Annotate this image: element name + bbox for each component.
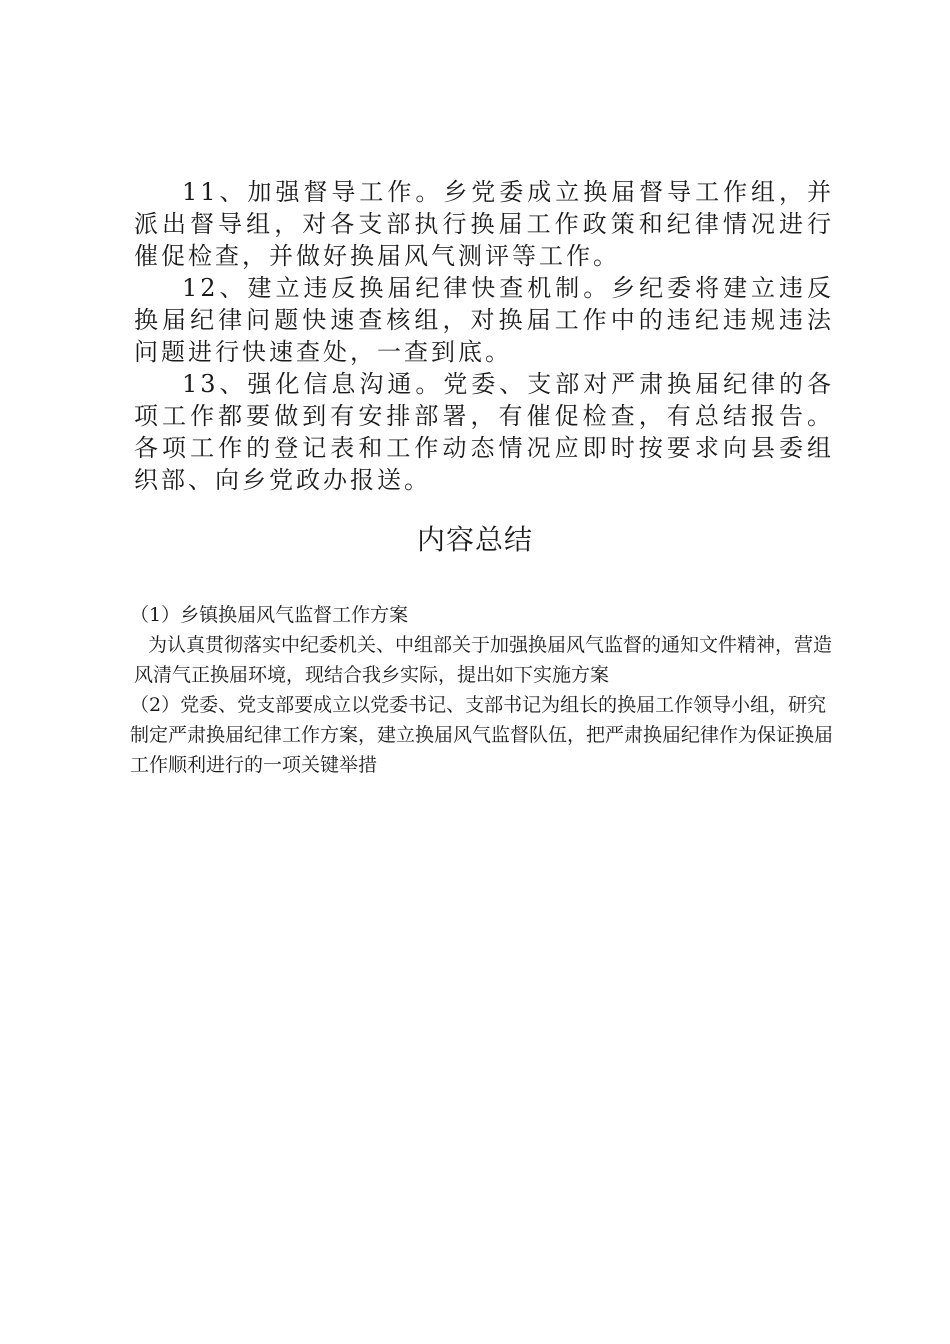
summary-item-1-text: 为认真贯彻落实中纪委机关、中组部关于加强换届风气监督的通知文件精神，营造风清气正换届环境，现结合我乡实际，提出如下实施方案 bbox=[134, 634, 833, 686]
paragraph-12: 12、建立违反换届纪律快查机制。乡纪委将建立违反换届纪律问题快速查核组，对换届工作中的违纪违规违法问题进行快速查处，一查到底。 bbox=[134, 274, 834, 366]
paragraph-11: 11、加强督导工作。乡党委成立换届督导工作组，并派出督导组，对各支部执行换届工作政策和纪律情况进行催促检查，并做好换届风气测评等工作。 bbox=[134, 178, 834, 270]
summary-item-1-heading: （1）乡镇换届风气监督工作方案 bbox=[130, 604, 409, 626]
summary-item-2-text: （2）党委、党支部要成立以党委书记、支部书记为组长的换届工作领导小组，研究制定严肃换届纪律工作方案，建立换届风气监督队伍，把严肃换届纪律作为保证换届工作顺利进行的一项关键举措 bbox=[130, 694, 834, 776]
summary-section bbox=[130, 600, 844, 780]
paragraph-13: 13、强化信息沟通。党委、支部对严肃换届纪律的各项工作都要做到有安排部署，有催促检查，有总结报告。各项工作的登记表和工作动态情况应即时按要求向县委组织部、向乡党政办报送。 bbox=[134, 370, 834, 494]
summary-title: 内容总结 bbox=[416, 523, 533, 556]
body-text bbox=[134, 176, 834, 496]
